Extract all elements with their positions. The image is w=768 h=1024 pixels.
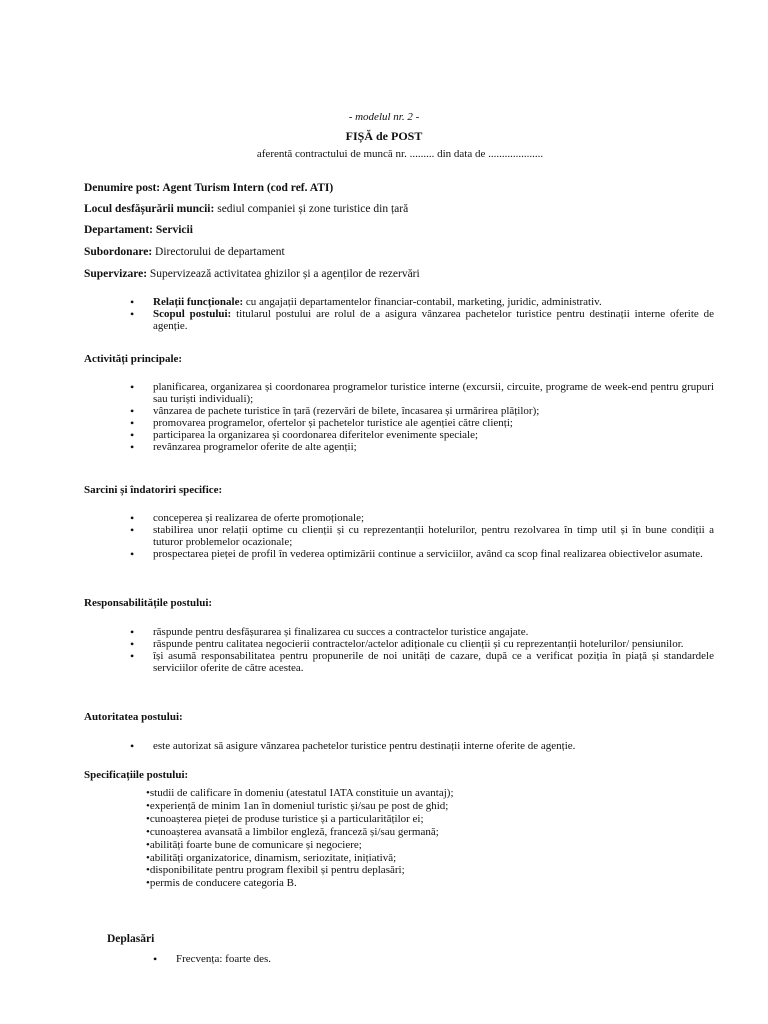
list-item: •experiență de minim 1an în domeniul turistic și/sau pe post de ghid; <box>146 799 449 812</box>
field-value: Directorului de departament <box>155 246 285 258</box>
field-label: Subordonare: <box>84 246 153 258</box>
list-item: • stabilirea unor relații optime cu clienții și cu reprezentanții hotelurilor, pentru rezolvarea în timp util și în bune condiții a tuturor problemelor ocazionale; <box>130 524 714 548</box>
activitati-heading: Activități principale: <box>84 353 183 365</box>
list-item: •cunoașterea pieței de produse turistice și a particularităților ei; <box>146 812 424 825</box>
sarcini-heading: Sarcini și îndatoriri specifice: <box>84 484 223 496</box>
field-value: sediul companiei și zone turistice din țară <box>217 203 409 215</box>
list-item: • prospectarea pieței de profil în vederea optimizării continue a serviciilor, având ca scop final realizarea obiectivelor asumate. <box>130 548 714 560</box>
list-item: • își asumă responsabilitatea pentru propunerile de noi unități de cazare, după ce a verificat poziția în piață și standardele serviciilor oferite de către acestea. <box>130 650 714 674</box>
list-item: •disponibilitate pentru program flexibil și pentru deplasări; <box>146 864 405 877</box>
field-value: Supervizează activitatea ghizilor și a agenților de rezervări <box>149 268 420 280</box>
item-text: cu angajații departamentelor financiar-contabil, marketing, juridic, administrativ. <box>245 296 602 308</box>
deplasari-list <box>153 953 653 965</box>
list-item: • vânzarea de pachete turistice în țară (rezervări de bilete, încasarea și urmărirea plăților); <box>130 405 714 417</box>
bullet-icon: • <box>146 864 150 877</box>
field-locul-desfasurarii <box>84 203 408 215</box>
list-item: • răspunde pentru desfășurarea și finalizarea cu succes a contractelor turistice angajate. <box>130 626 714 638</box>
list-item: • revânzarea programelor oferite de alte agenții; <box>130 441 714 453</box>
list-item: • este autorizat să asigure vânzarea pachetelor turistice pentru destinații interne oferite de agenție. <box>130 740 714 752</box>
field-label: Supervizare: <box>84 268 148 280</box>
field-departament <box>84 224 193 236</box>
autoritate-list <box>130 740 714 752</box>
model-number: - modelul nr. 2 - <box>348 111 420 123</box>
responsabilitati-heading: Responsabilitățile postului: <box>84 597 213 609</box>
list-item: • promovarea programelor, ofertelor și pachetelor turistice ale agenției către clienți; <box>130 417 714 429</box>
responsabilitati-list <box>130 626 714 674</box>
list-item: •abilități foarte bune de comunicare și negociere; <box>146 838 362 851</box>
list-item <box>130 296 714 308</box>
list-item: • planificarea, organizarea și coordonarea programelor turistice interne (excursii, circuite, programe de week-end pentru grupuri sau turiști individuali); <box>130 381 714 405</box>
specificatii-list <box>146 787 706 890</box>
autoritate-heading: Autoritatea postului: <box>84 711 183 723</box>
relatii-list <box>130 296 714 332</box>
bullet-icon: • <box>146 787 150 799</box>
field-denumire-post <box>84 182 333 194</box>
item-label: Relații funcționale: <box>153 296 244 308</box>
list-item: •cunoașterea avansată a limbilor engleză, franceză și/sau germană; <box>146 825 439 838</box>
bullet-icon: • <box>146 877 150 890</box>
activitati-list <box>130 381 714 453</box>
list-item: • conceperea și realizarea de oferte promoționale; <box>130 512 714 524</box>
bullet-icon: • <box>146 825 150 838</box>
document-title: FIȘĂ de POST <box>345 129 423 143</box>
field-label: Departament: Servicii <box>84 224 193 236</box>
field-label: Denumire post: Agent Turism Intern (cod ref. ATI) <box>84 182 334 194</box>
item-label: Scopul postului: <box>153 308 232 320</box>
list-item: • răspunde pentru calitatea negocierii contractelor/actelor adiționale cu clienții și cu reprezentanții hotelurilor/ pensiunilor. <box>130 638 714 650</box>
document-subtitle: aferentă contractului de muncă nr. ......... din data de .................... <box>256 148 544 160</box>
list-item: • participarea la organizarea și coordonarea diferitelor evenimente speciale; <box>130 429 714 441</box>
field-supervizare <box>84 268 420 280</box>
list-item: • Frecvența: foarte des. <box>153 953 653 965</box>
bullet-icon: • <box>146 799 150 812</box>
field-subordonare <box>84 246 285 258</box>
bullet-icon: • <box>146 838 150 851</box>
list-item: •abilități organizatorice, dinamism, seriozitate, inițiativă; <box>146 851 397 864</box>
list-item: •permis de conducere categoria B. <box>146 877 297 890</box>
bullet-icon: • <box>146 812 150 825</box>
sarcini-list <box>130 512 714 560</box>
bullet-icon: • <box>146 851 150 864</box>
item-text: titularul postului are rolul de a asigura vânzarea pachetelor turistice pentru destinații interne oferite de agenție. <box>153 308 714 332</box>
list-item <box>130 308 714 332</box>
specificatii-heading: Specificațiile postului: <box>84 769 189 781</box>
field-label: Locul desfășurării muncii: <box>84 203 215 215</box>
list-item: •studii de calificare în domeniu (atestatul IATA constituie un avantaj); <box>146 787 454 799</box>
deplasari-heading: Deplasări <box>107 933 155 945</box>
